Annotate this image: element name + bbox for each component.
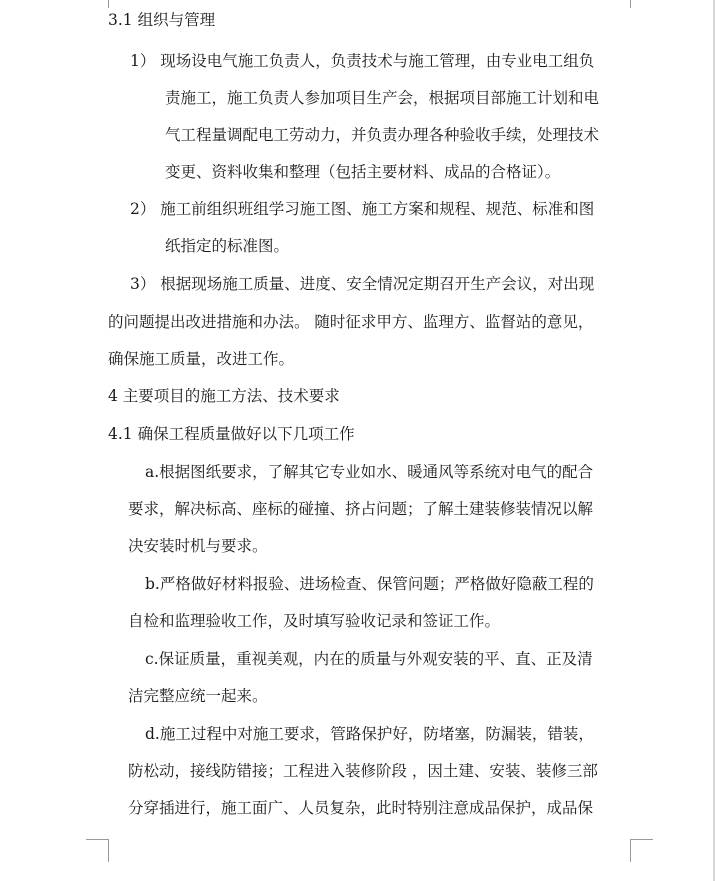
item-b-line-2: 自检和监理验收工作，及时填写验收记录和签证工作。 [128, 612, 501, 630]
item-d-line-2: 防松动，接线防错接；工程进入装修阶段 ，因土建、安装、装修三部 [128, 762, 598, 780]
item-1-line-2: 责施工，施工负责人参加项目生产会，根据项目部施工计划和电 [165, 89, 600, 107]
item-d-line-3: 分穿插进行，施工面广、人员复杂，此时特别注意成品保护，成品保 [128, 799, 594, 817]
crop-mark-top-left [86, 0, 109, 8]
crop-mark-bottom-left [86, 839, 109, 862]
item-3-line-2: 的问题提出改进措施和办法。 随时征求甲方、监理方、监督站的意见， [108, 313, 594, 331]
item-c-line-1: c.保证质量，重视美观，内在的质量与外观安装的平、直、正及清 [145, 650, 593, 668]
section-heading-4-1: 4.1 确保工程质量做好以下几项工作 [108, 425, 355, 443]
section-heading-4: 4 主要项目的施工方法、技术要求 [108, 387, 340, 405]
crop-mark-top-right [630, 0, 653, 8]
item-c-line-2: 洁完整应统一起来。 [128, 687, 268, 705]
item-2-line-1: 2） 施工前组织班组学习施工图、施工方案和规程、规范、标准和图 [130, 200, 595, 218]
item-1-line-4: 变更、资料收集和整理（包括主要材料、成品的合格证）。 [165, 163, 561, 181]
item-d-line-1: d.施工过程中对施工要求，管路保护好，防堵塞，防漏装，错装， [145, 725, 594, 743]
item-2-line-2: 纸指定的标准图。 [165, 237, 290, 255]
item-1-line-1: 1） 现场设电气施工负责人，负责技术与施工管理，由专业电工组负 [130, 52, 595, 70]
item-1-line-3: 气工程量调配电工劳动力，并负责办理各种验收手续，处理技术 [165, 126, 600, 144]
section-heading-3-1: 3.1 组织与管理 [108, 11, 216, 29]
item-a-line-2: 要求，解决标高、座标的碰撞、挤占问题；了解土建装修装情况以解 [128, 500, 594, 518]
crop-mark-bottom-right [630, 839, 653, 862]
item-3-line-1: 3） 根据现场施工质量、进度、安全情况定期召开生产会议，对出现 [130, 275, 595, 293]
item-a-line-3: 决安装时机与要求。 [128, 537, 268, 555]
item-b-line-1: b.严格做好材料报验、进场检查、保管问题；严格做好隐蔽工程的 [145, 575, 594, 593]
item-3-line-3: 确保施工质量，改进工作。 [108, 350, 295, 368]
item-a-line-1: a.根据图纸要求，了解其它专业如水、暖通风等系统对电气的配合 [145, 463, 594, 481]
